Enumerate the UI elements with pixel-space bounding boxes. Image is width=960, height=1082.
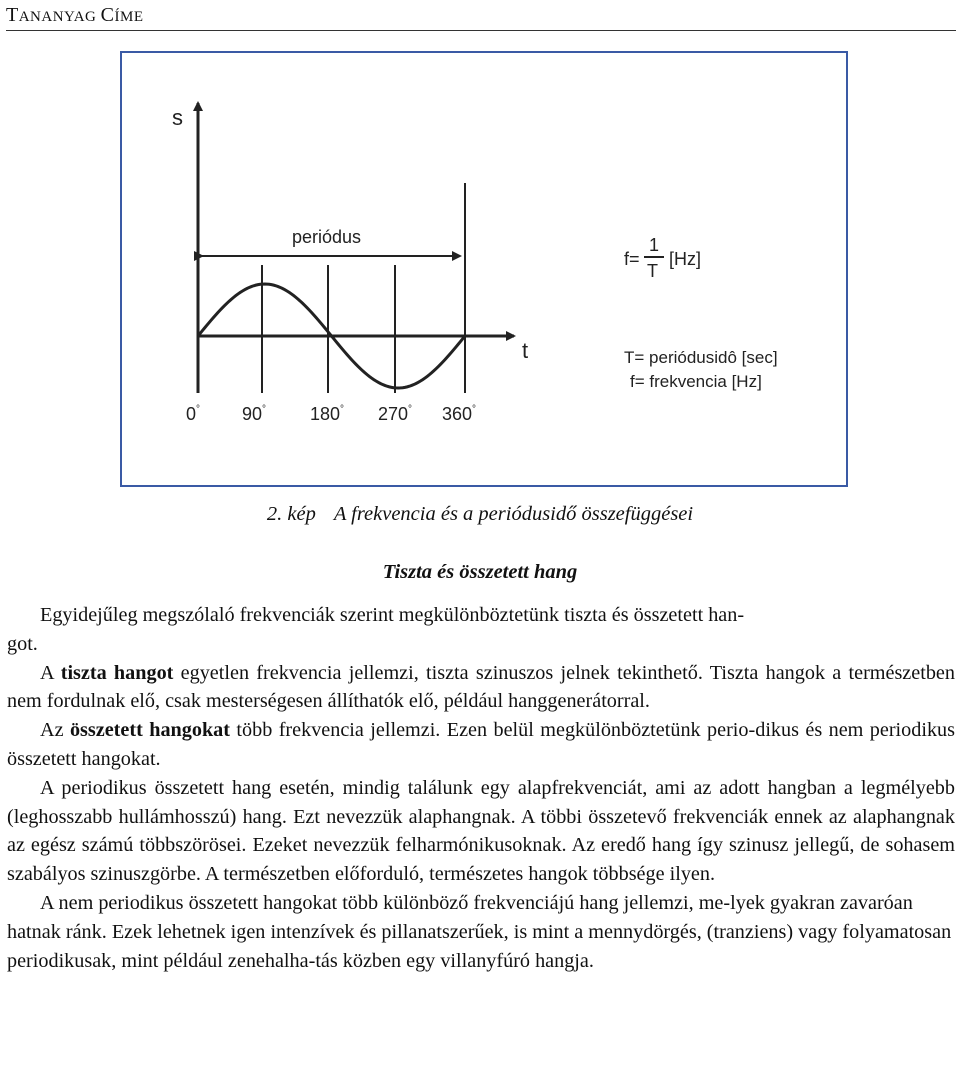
formula-unit: [Hz] (669, 249, 702, 269)
caption-number: 2. kép (266, 503, 316, 525)
paragraph-1-line-1: Egyidejűleg megszólaló frekvenciák szerint megkülönböztetünk tiszta és összetett han- (40, 604, 745, 626)
paragraph-2-pre: A (40, 661, 61, 684)
legend-frequency: f= frekvencia [Hz] (630, 372, 762, 391)
header-title (6, 5, 143, 25)
paragraph-3-pre: Az (40, 719, 70, 742)
formula-numerator: 1 (649, 235, 660, 255)
x-axis-label: t (522, 338, 529, 363)
caption-text: A frekvencia és a periódusidő összefüggései (333, 503, 694, 525)
paragraph-2 (7, 659, 955, 717)
body-text (7, 601, 955, 975)
tick-label-270: 270° (378, 404, 413, 424)
paragraph-4: A periodikus összetett hang esetén, mindig találunk egy alapfrekvenciát, ami az adott hangban a legmélyebb (leghosszabb hullámhosszú) hang. Ezt nevezzük alaphangnak. A többi összetevő frekvenciák ennek az alaphangnak az egész számú többszörösei. Ezeket nevezzük felharmónikusoknak. Az eredő hang így szinusz jellegű, de sohasem szabályos szinuszgörbe. A természetben előforduló, természetes hangok többsége ilyen. (7, 776, 955, 886)
paragraph-3-bold: összetett hangokat (69, 719, 230, 742)
header-title-c: C (100, 4, 115, 26)
header-title-initial: T (6, 4, 19, 26)
paragraph-2-bold: tiszta hangot (60, 661, 174, 684)
paragraph-3-post: több frekvencia jellemzi. Ezen belül megkülönböztetünk perio-dikus és nem periodikus összetett hangokat. (7, 719, 955, 770)
paragraph-2-post: egyetlen frekvencia jellemzi, tiszta szinuszos jelnek tekinthető. Tiszta hangok a természetben nem fordulnak elő, csak mesterségesen állíthatók elő, például hanggenerátorral. (7, 661, 955, 713)
section-title: Tiszta és összetett hang (382, 561, 578, 583)
sine-wave-figure (120, 51, 848, 487)
paragraph-1-line-2: got. (7, 632, 38, 655)
tick-label-180: 180° (310, 404, 345, 424)
period-label: periódus (292, 227, 362, 247)
y-axis-label: s (172, 105, 183, 130)
tick-label-0: 0° (186, 404, 201, 424)
paragraph-5: A nem periodikus összetett hangokat több különböző frekvenciájú hang jellemzi, me-lyek gyakran zavaróan hatnak ránk. Ezek lehetnek igen intenzívek és pillanatszerűek, is mint a mennydörgés, (tranziens) vagy folyamatosan periodikusak, mint például zenehalha-tás közben egy villanyfúró hangja. (7, 891, 952, 972)
legend-period: T= periódusidô [sec] (624, 348, 778, 367)
header-title-end: ÍME (114, 9, 144, 25)
header-title-rest: ANANYAG (18, 9, 101, 25)
page-header (6, 4, 956, 31)
frequency-formula (624, 235, 701, 281)
tick-label-360: 360° (442, 404, 477, 424)
formula-lhs: f= (624, 249, 640, 269)
paragraph-3 (7, 716, 955, 774)
tick-label-90: 90° (242, 404, 267, 424)
formula-denominator: T (647, 261, 658, 281)
figure-caption (0, 503, 960, 526)
figure-diagram (122, 53, 846, 485)
